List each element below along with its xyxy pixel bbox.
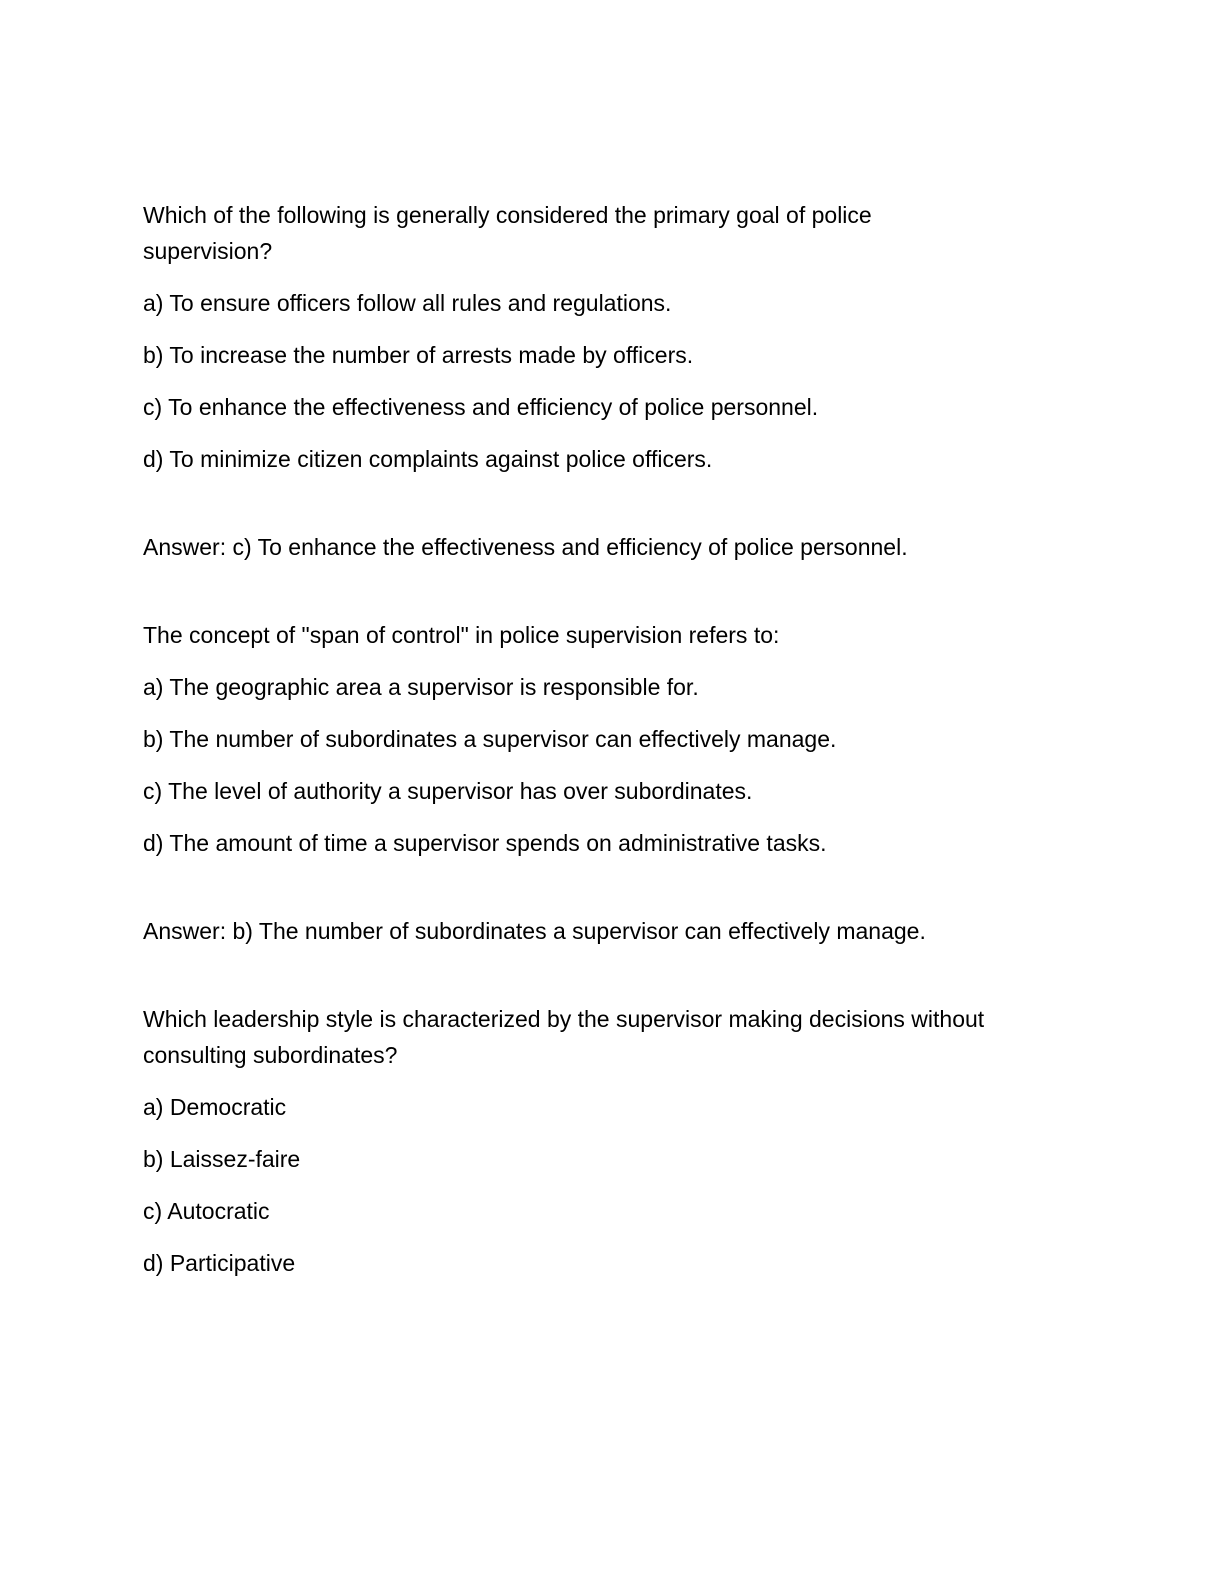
- question-block-3: [143, 1001, 1023, 1281]
- question-list: [143, 197, 1023, 1297]
- answer-option-a: a) The geographic area a supervisor is responsible for.: [143, 674, 699, 700]
- answer-option-d: d) To minimize citizen complaints against police officers.: [143, 446, 713, 472]
- question-block-1: [143, 197, 1023, 565]
- answer-option-b: b) The number of subordinates a supervisor can effectively manage.: [143, 726, 837, 752]
- question-text: Which leadership style is characterized by the supervisor making decisions without consulting subordinates?: [143, 1006, 985, 1068]
- question-text: The concept of "span of control" in police supervision refers to:: [143, 622, 780, 648]
- answer-option-d: d) The amount of time a supervisor spends on administrative tasks.: [143, 830, 827, 856]
- answer-line: Answer: b) The number of subordinates a supervisor can effectively manage.: [143, 918, 926, 944]
- answer-option-d: d) Participative: [143, 1250, 296, 1276]
- question-text: Which of the following is generally considered the primary goal of police supervision?: [143, 202, 872, 264]
- answer-option-c: c) Autocratic: [143, 1198, 270, 1224]
- answer-option-a: a) To ensure officers follow all rules and regulations.: [143, 290, 672, 316]
- answer-option-b: b) Laissez-faire: [143, 1146, 301, 1172]
- answer-line: Answer: c) To enhance the effectiveness and efficiency of police personnel.: [143, 534, 908, 560]
- answer-option-b: b) To increase the number of arrests made by officers.: [143, 342, 694, 368]
- answer-option-c: c) To enhance the effectiveness and efficiency of police personnel.: [143, 394, 819, 420]
- answer-option-a: a) Democratic: [143, 1094, 287, 1120]
- question-block-2: [143, 617, 1023, 949]
- answer-option-c: c) The level of authority a supervisor has over subordinates.: [143, 778, 753, 804]
